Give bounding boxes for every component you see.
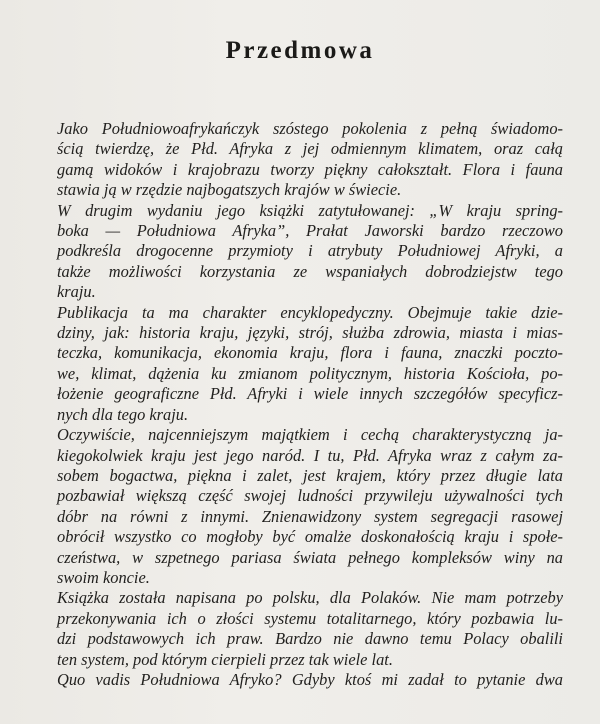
text-line: swoim koncie. [57,567,150,587]
text-line: nych dla tego kraju. [57,404,189,424]
text-line: dziny, jak: historia kraju, języki, strój, służba zdrowia, miasta i mias- [57,323,563,343]
text-line: pozbawiał większą część swojej ludności przywileju używalności tych [57,486,563,506]
body-text [57,119,563,690]
text-line: podkreśla drogocenne przymioty i atrybuty Południowej Afryki, a [57,241,563,261]
text-line: Publikacja ta ma charakter encyklopedyczny. Obejmuje takie dzie- [57,302,563,322]
text-line: Książka została napisana po polsku, dla Polaków. Nie mam potrzeby [57,588,563,608]
text-line: czeństwa, w szpetnego pariasa świata pełnego kompleksów winy na [57,547,563,567]
text-line: obrócił wszystko co mogłoby być omalże doskonałością kraju i społe- [57,527,563,547]
text-line: boka — Południowa Afryka”, Prałat Jaworski bardzo rzeczowo [57,221,563,241]
text-line: łożenie geograficzne Płd. Afryki i wiele innych szczegółów specyficz- [57,384,563,404]
text-line: Quo vadis Południowa Afryko? Gdyby ktoś mi zadał to pytanie dwa [57,669,563,689]
text-line: kraju. [57,282,96,302]
text-line: kiegokolwiek kraju jest jego naród. I tu, Płd. Afryka wraz z całym za- [57,445,563,465]
text-line: ścią twierdzę, że Płd. Afryka z jej odmiennym klimatem, oraz całą [57,139,563,159]
text-line: Jako Południowoafrykańczyk szóstego pokolenia z pełną świadomo- [57,119,563,138]
text-line: W drugim wydaniu jego książki zatytułowanej: „W kraju spring- [57,200,563,220]
text-line: stawia ją w rzędzie najbogatszych krajów w świecie. [57,180,402,200]
text-line: dóbr na równi z innymi. Znienawidzony system segregacji rasowej [57,506,563,526]
text-line: przekonywania ich o złości systemu totalitarnego, który pozbawia lu- [57,608,563,628]
text-line: dzi podstawowych ich praw. Bardzo nie dawno temu Polacy obalili [57,629,563,649]
text-line: teczka, komunikacja, ekonomia kraju, flora i fauna, znaczki poczto- [57,343,563,363]
text-line: ten system, pod którym cierpieli przez tak wiele lat. [57,649,393,669]
text-line: we, klimat, dążenia ku zmianom politycznym, historia Kościoła, po- [57,363,563,383]
text-line: także możliwości korzystania ze wspaniałych dobrodziejstw tego [57,261,563,281]
page-title: Przedmowa [225,37,375,64]
text-line: sobem bogactwa, piękna i zalet, jest krajem, który przez długie lata [57,465,563,485]
text-line: gamą widoków i krajobrazu tworzy piękny całokształt. Flora i fauna [57,159,563,179]
text-line: Oczywiście, najcenniejszym majątkiem i cechą charakterystyczną ja- [57,425,563,445]
